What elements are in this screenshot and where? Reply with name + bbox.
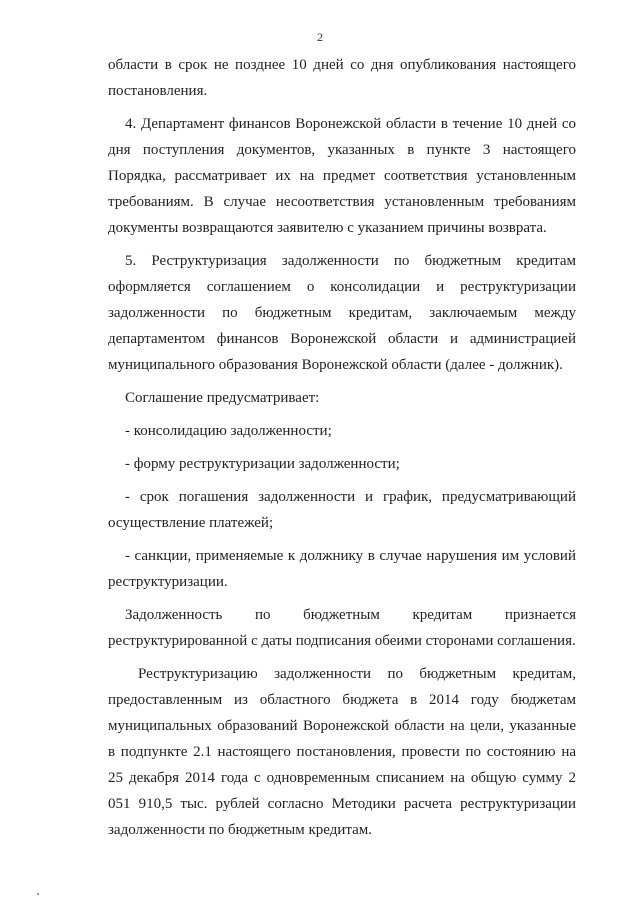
list-item-sanctions: - санкции, применяемые к должнику в случае нарушения им условий реструктуризации. — [108, 548, 576, 590]
page-number: 2 — [317, 30, 323, 44]
list-item-consolidation: - консолидацию задолженности; — [125, 423, 332, 439]
paragraph-restructuring-2014: Реструктуризацию задолженности по бюджетным кредитам, предоставленным из областного бюджета в 2014 году бюджетам муниципальных образований Воронежской области на цели, указанные в подпункте 2.1 настоящего постановления, провести по состоянию на 25 декабря 2014 года с одновременным списанием на общую сумму 2 051 910,5 тыс. рублей согласно Методики расчета реструктуризации задолженности по бюджетным кредитам. — [108, 666, 576, 838]
paragraph-item-5: 5. Реструктуризация задолженности по бюджетным кредитам оформляется соглашением о консолидации и реструктуризации задолженности по бюджетным кредитам, заключаемым между департаментом финансов Воронежской области и администрацией муниципального образования Воронежской области (далее - должник). — [108, 253, 576, 373]
paragraph-item-4: 4. Департамент финансов Воронежской области в течение 10 дней со дня поступления документов, указанных в пункте 3 настоящего Порядка, рассматривает их на предмет соответствия установленным требованиям. В случае несоответствия установленным требованиям документы возвращаются заявителю с указанием причины возврата. — [108, 116, 576, 236]
list-item-form: - форму реструктуризации задолженности; — [125, 456, 400, 472]
document-body — [108, 52, 576, 850]
paragraph-debt-recognized: Задолженность по бюджетным кредитам признается реструктурированной с даты подписания обеими сторонами соглашения. — [108, 607, 576, 649]
list-item-term: - срок погашения задолженности и график, предусматривающий осуществление платежей; — [108, 489, 576, 531]
paragraph-intro-continuation: области в срок не позднее 10 дней со дня опубликования настоящего постановления. — [108, 57, 576, 99]
scan-speck — [37, 893, 39, 895]
paragraph-agreement-provides: Соглашение предусматривает: — [125, 390, 320, 406]
